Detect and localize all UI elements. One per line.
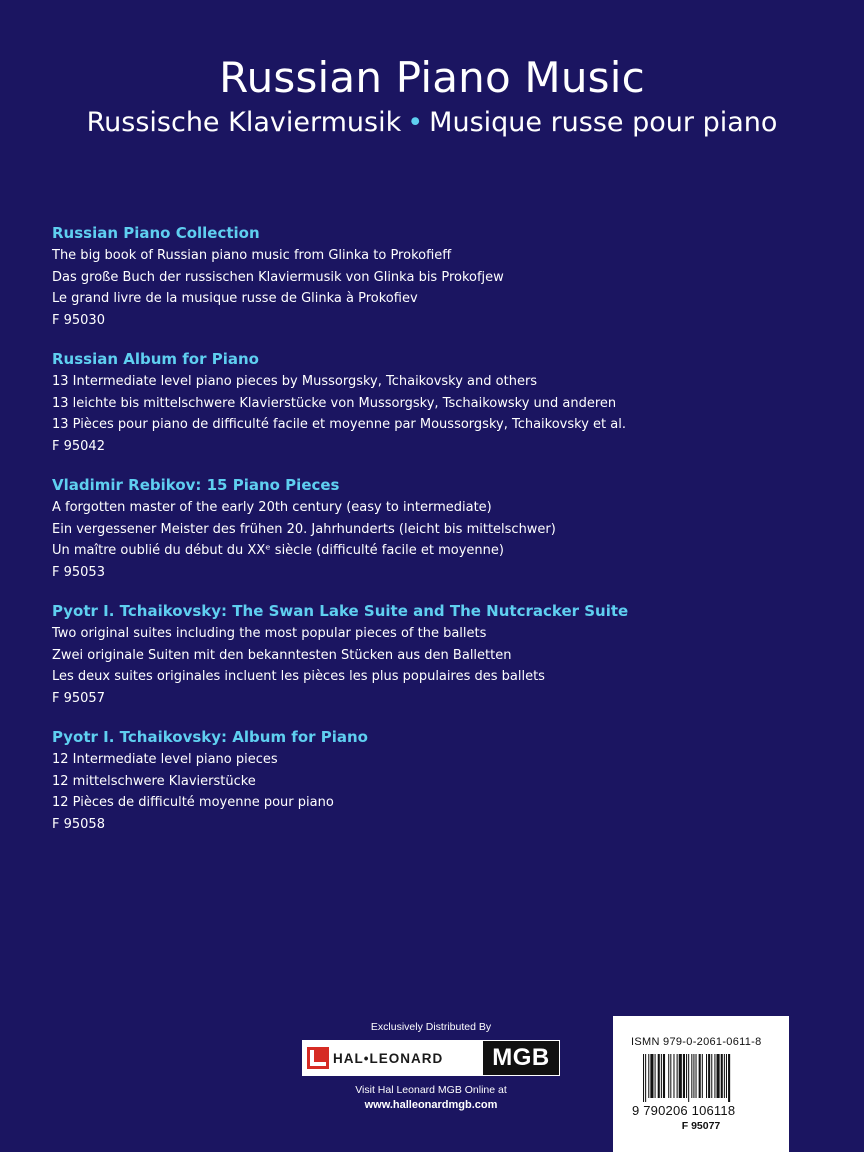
entry-catalog-number: F 95053 xyxy=(52,564,105,580)
subtitle-separator: • xyxy=(407,107,424,138)
cover-header xyxy=(0,52,864,140)
barcode-label xyxy=(613,1016,789,1152)
subtitle-german: Russische Klaviermusik xyxy=(86,107,402,138)
entry-description-fr: Les deux suites originales incluent les pièces les plus populaires des ballets xyxy=(52,669,545,684)
entry-catalog-number: F 95058 xyxy=(52,816,105,832)
website-link[interactable]: www.halleonardmgb.com xyxy=(364,1099,498,1111)
entry-description-en: 13 Intermediate level piano pieces by Mussorgsky, Tchaikovsky and others xyxy=(52,374,538,389)
catalog-entry xyxy=(52,474,812,583)
entry-description-de: 13 leichte bis mittelschwere Klavierstücke von Mussorgsky, Tschaikowsky und anderen xyxy=(52,395,617,411)
entry-description-fr: Le grand livre de la musique russe de Glinka à Prokofiev xyxy=(52,291,418,306)
entry-description-de: 12 mittelschwere Klavierstücke xyxy=(52,773,256,789)
entry-title: Russian Album for Piano xyxy=(52,350,259,368)
hal-leonard-logo xyxy=(303,1041,483,1075)
entry-catalog-number: F 95057 xyxy=(52,690,105,706)
hal-leonard-mgb-logo xyxy=(302,1040,560,1076)
entry-description-fr: 12 Pièces de difficulté moyenne pour piano xyxy=(52,795,334,810)
entry-title: Pyotr I. Tchaikovsky: Album for Piano xyxy=(52,728,368,746)
catalog-entry xyxy=(52,222,812,331)
entry-description-fr: 13 Pièces pour piano de difficulté facile et moyenne par Moussorgsky, Tchaikovsky et al. xyxy=(52,417,626,432)
entry-catalog-number: F 95030 xyxy=(52,312,105,328)
page-subtitle xyxy=(0,106,864,140)
entry-description-en: The big book of Russian piano music from Glinka to Prokofieff xyxy=(52,248,452,263)
entry-description-en: 12 Intermediate level piano pieces xyxy=(52,752,278,767)
catalog-list xyxy=(52,222,812,852)
barcode-digits: 9 790206 106118 xyxy=(632,1103,736,1118)
catalog-entry xyxy=(52,348,812,457)
page-title: Russian Piano Music xyxy=(219,53,645,102)
entry-description-fr: Un maître oublié du début du XXᵉ siècle (difficulté facile et moyenne) xyxy=(52,543,504,558)
entry-description-en: Two original suites including the most popular pieces of the ballets xyxy=(52,626,487,641)
entry-catalog-number: F 95042 xyxy=(52,438,105,454)
entry-title: Russian Piano Collection xyxy=(52,224,260,242)
catalog-entry xyxy=(52,600,812,709)
mgb-wordmark: MGB xyxy=(483,1041,559,1075)
distributor-block xyxy=(300,1020,562,1112)
entry-title: Pyotr I. Tchaikovsky: The Swan Lake Suite and The Nutcracker Suite xyxy=(52,602,629,620)
catalog-entry xyxy=(52,726,812,835)
hal-leonard-mark-icon xyxy=(307,1047,329,1069)
catalog-number: F 95077 xyxy=(681,1120,721,1132)
entry-title: Vladimir Rebikov: 15 Piano Pieces xyxy=(52,476,340,494)
subtitle-french: Musique russe pour piano xyxy=(429,107,778,138)
entry-description-de: Das große Buch der russischen Klaviermusik von Glinka bis Prokofjew xyxy=(52,269,504,285)
hal-leonard-wordmark: HAL•LEONARD xyxy=(333,1050,444,1066)
distributed-by-label: Exclusively Distributed By xyxy=(370,1021,492,1033)
barcode-icon xyxy=(643,1054,767,1102)
entry-description-en: A forgotten master of the early 20th century (easy to intermediate) xyxy=(52,500,492,515)
entry-description-de: Zwei originale Suiten mit den bekanntesten Stücken aus den Balletten xyxy=(52,647,512,663)
visit-online-text: Visit Hal Leonard MGB Online at xyxy=(355,1084,507,1096)
entry-description-de: Ein vergessener Meister des frühen 20. Jahrhunderts (leicht bis mittelschwer) xyxy=(52,521,556,537)
ismn-number: ISMN 979-0-2061-0611-8 xyxy=(631,1036,762,1048)
